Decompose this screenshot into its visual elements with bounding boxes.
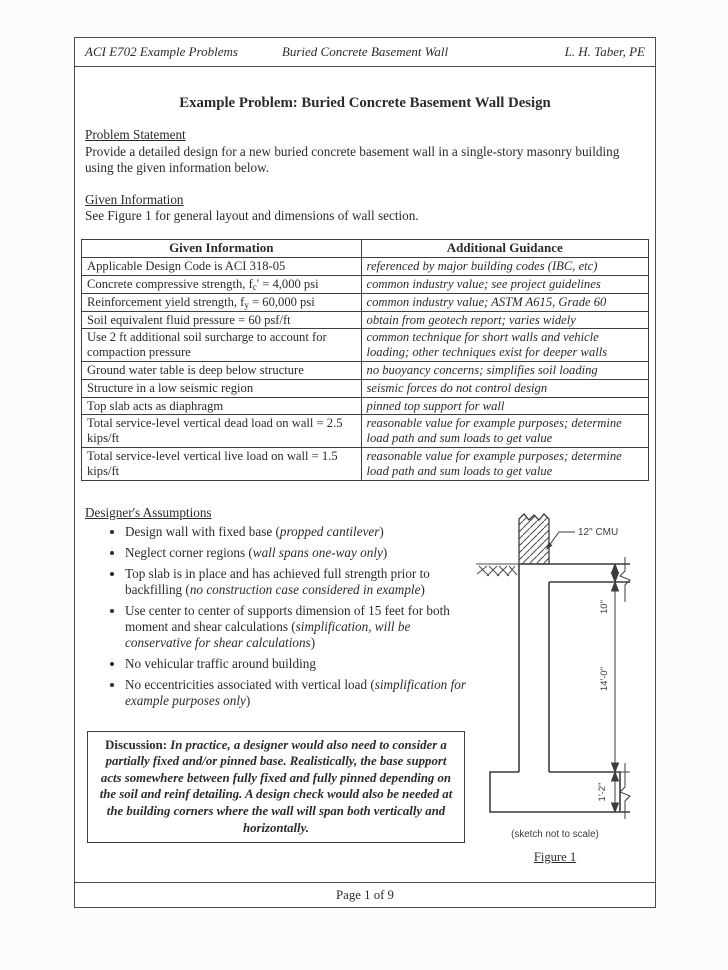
discussion-label: Discussion:: [105, 737, 168, 752]
given-cell: Applicable Design Code is ACI 318-05: [82, 258, 362, 276]
page-footer: [75, 882, 655, 907]
figure-note: (sketch not to scale): [511, 829, 599, 841]
given-cell: Top slab acts as diaphragm: [82, 397, 362, 415]
dim-label-wall: 14'-0": [599, 666, 610, 691]
page-header: [75, 38, 655, 67]
table-header-given: Given Information: [82, 239, 362, 258]
dim-label-footing: 1'-2": [597, 782, 608, 802]
given-cell: Reinforcement yield strength, $f_y = 60,000$ psi: [82, 293, 362, 311]
table-row: [82, 448, 649, 481]
wall-section-sketch: [467, 507, 643, 822]
soil-hatch: [476, 564, 519, 576]
guidance-cell: reasonable value for example purposes; determine load path and sum loads to get value: [361, 448, 648, 481]
guidance-cell: referenced by major building codes (IBC, etc): [361, 258, 648, 276]
table-row: [82, 293, 649, 311]
assumption-item: • No vehicular traffic around building: [125, 656, 467, 672]
guidance-cell: common technique for short walls and vehicle loading; other techniques exist for deeper walls: [361, 329, 648, 362]
page-body: [75, 67, 655, 882]
assumptions-column: [85, 505, 467, 866]
guidance-cell: common industry value; ASTM A615, Grade 60: [361, 293, 648, 311]
guidance-cell: reasonable value for example purposes; determine load path and sum loads to get value: [361, 415, 648, 448]
table-row: [82, 276, 649, 294]
discussion-text: In practice, a designer would also need to consider a partially fixed and/or pinned base. Realistically, the base support acts somewhere between fully fixed and fully pinned depending on the soil and reinf detailing. A design check would also be needed at the building corners where the wall will span both vertically and horizontally.: [99, 737, 453, 835]
cmu-label: 12" CMU: [578, 526, 619, 538]
discussion-box: [87, 731, 465, 844]
given-information-text: See Figure 1 for general layout and dimensions of wall section.: [85, 208, 419, 223]
assumption-item: • Neglect corner regions (wall spans one-way only): [125, 545, 467, 561]
header-right: L. H. Taber, PE: [564, 44, 645, 59]
guidance-cell: seismic forces do not control design: [361, 379, 648, 397]
guidance-cell: no buoyancy concerns; simplifies soil loading: [361, 362, 648, 380]
table-header-guidance: Additional Guidance: [361, 239, 648, 258]
assumption-item: • Use center to center of supports dimension of 15 feet for both moment and shear calculations (simplification, will be conservative for shear calculations): [125, 603, 467, 652]
given-information-table: [81, 239, 649, 481]
guidance-cell: common industry value; see project guidelines: [361, 276, 648, 294]
guidance-cell: obtain from geotech report; varies widely: [361, 311, 648, 329]
assumptions-heading: Designer's Assumptions: [85, 504, 212, 520]
cmu-leader-arrow: [546, 532, 575, 550]
page-number: Page 1 of 9: [336, 887, 394, 902]
given-cell: Use 2 ft additional soil surcharge to account for compaction pressure: [82, 329, 362, 362]
table-row: [82, 415, 649, 448]
given-cell: Total service-level vertical live load on wall = 1.5 kips/ft: [82, 448, 362, 481]
bottom-section: [85, 505, 645, 866]
figure-area: [467, 505, 645, 866]
table-header-row: [82, 239, 649, 258]
cmu-block: [519, 514, 549, 564]
given-cell: Concrete compressive strength, $f_c' = 4,000$ psi: [82, 276, 362, 294]
given-cell: Soil equivalent fluid pressure = 60 psf/ft: [82, 311, 362, 329]
dim-label-slab: 10": [599, 599, 610, 614]
document-title: Example Problem: Buried Concrete Basement Wall Design: [179, 95, 551, 111]
table-row: [82, 379, 649, 397]
table-row: [82, 329, 649, 362]
header-center: Buried Concrete Basement Wall: [281, 44, 449, 59]
assumptions-list: [85, 524, 467, 709]
table-row: [82, 362, 649, 380]
problem-statement-heading: Problem Statement: [85, 127, 186, 142]
table-row: [82, 397, 649, 415]
table-row: [82, 311, 649, 329]
figure-caption: Figure 1: [533, 849, 577, 864]
given-info-table-body: [82, 258, 649, 480]
assumption-item: • Design wall with fixed base (propped cantilever): [125, 524, 467, 540]
given-cell: Total service-level vertical dead load on wall = 2.5 kips/ft: [82, 415, 362, 448]
given-cell: Ground water table is deep below structure: [82, 362, 362, 380]
header-left: ACI E702 Example Problems: [85, 44, 238, 59]
problem-statement-text: Provide a detailed design for a new buried concrete basement wall in a single-story masonry building using the given information below.: [85, 143, 620, 175]
given-information-heading: Given Information: [85, 191, 184, 207]
page-border-frame: [74, 37, 656, 908]
given-cell: Structure in a low seismic region: [82, 379, 362, 397]
table-row: [82, 258, 649, 276]
assumption-item: • Top slab is in place and has achieved full strength prior to backfilling (no construction case considered in example): [125, 566, 467, 599]
figure-1: [467, 507, 645, 866]
guidance-cell: pinned top support for wall: [361, 397, 648, 415]
assumption-item: • No eccentricities associated with vertical load (simplification for example purposes only): [125, 677, 467, 710]
